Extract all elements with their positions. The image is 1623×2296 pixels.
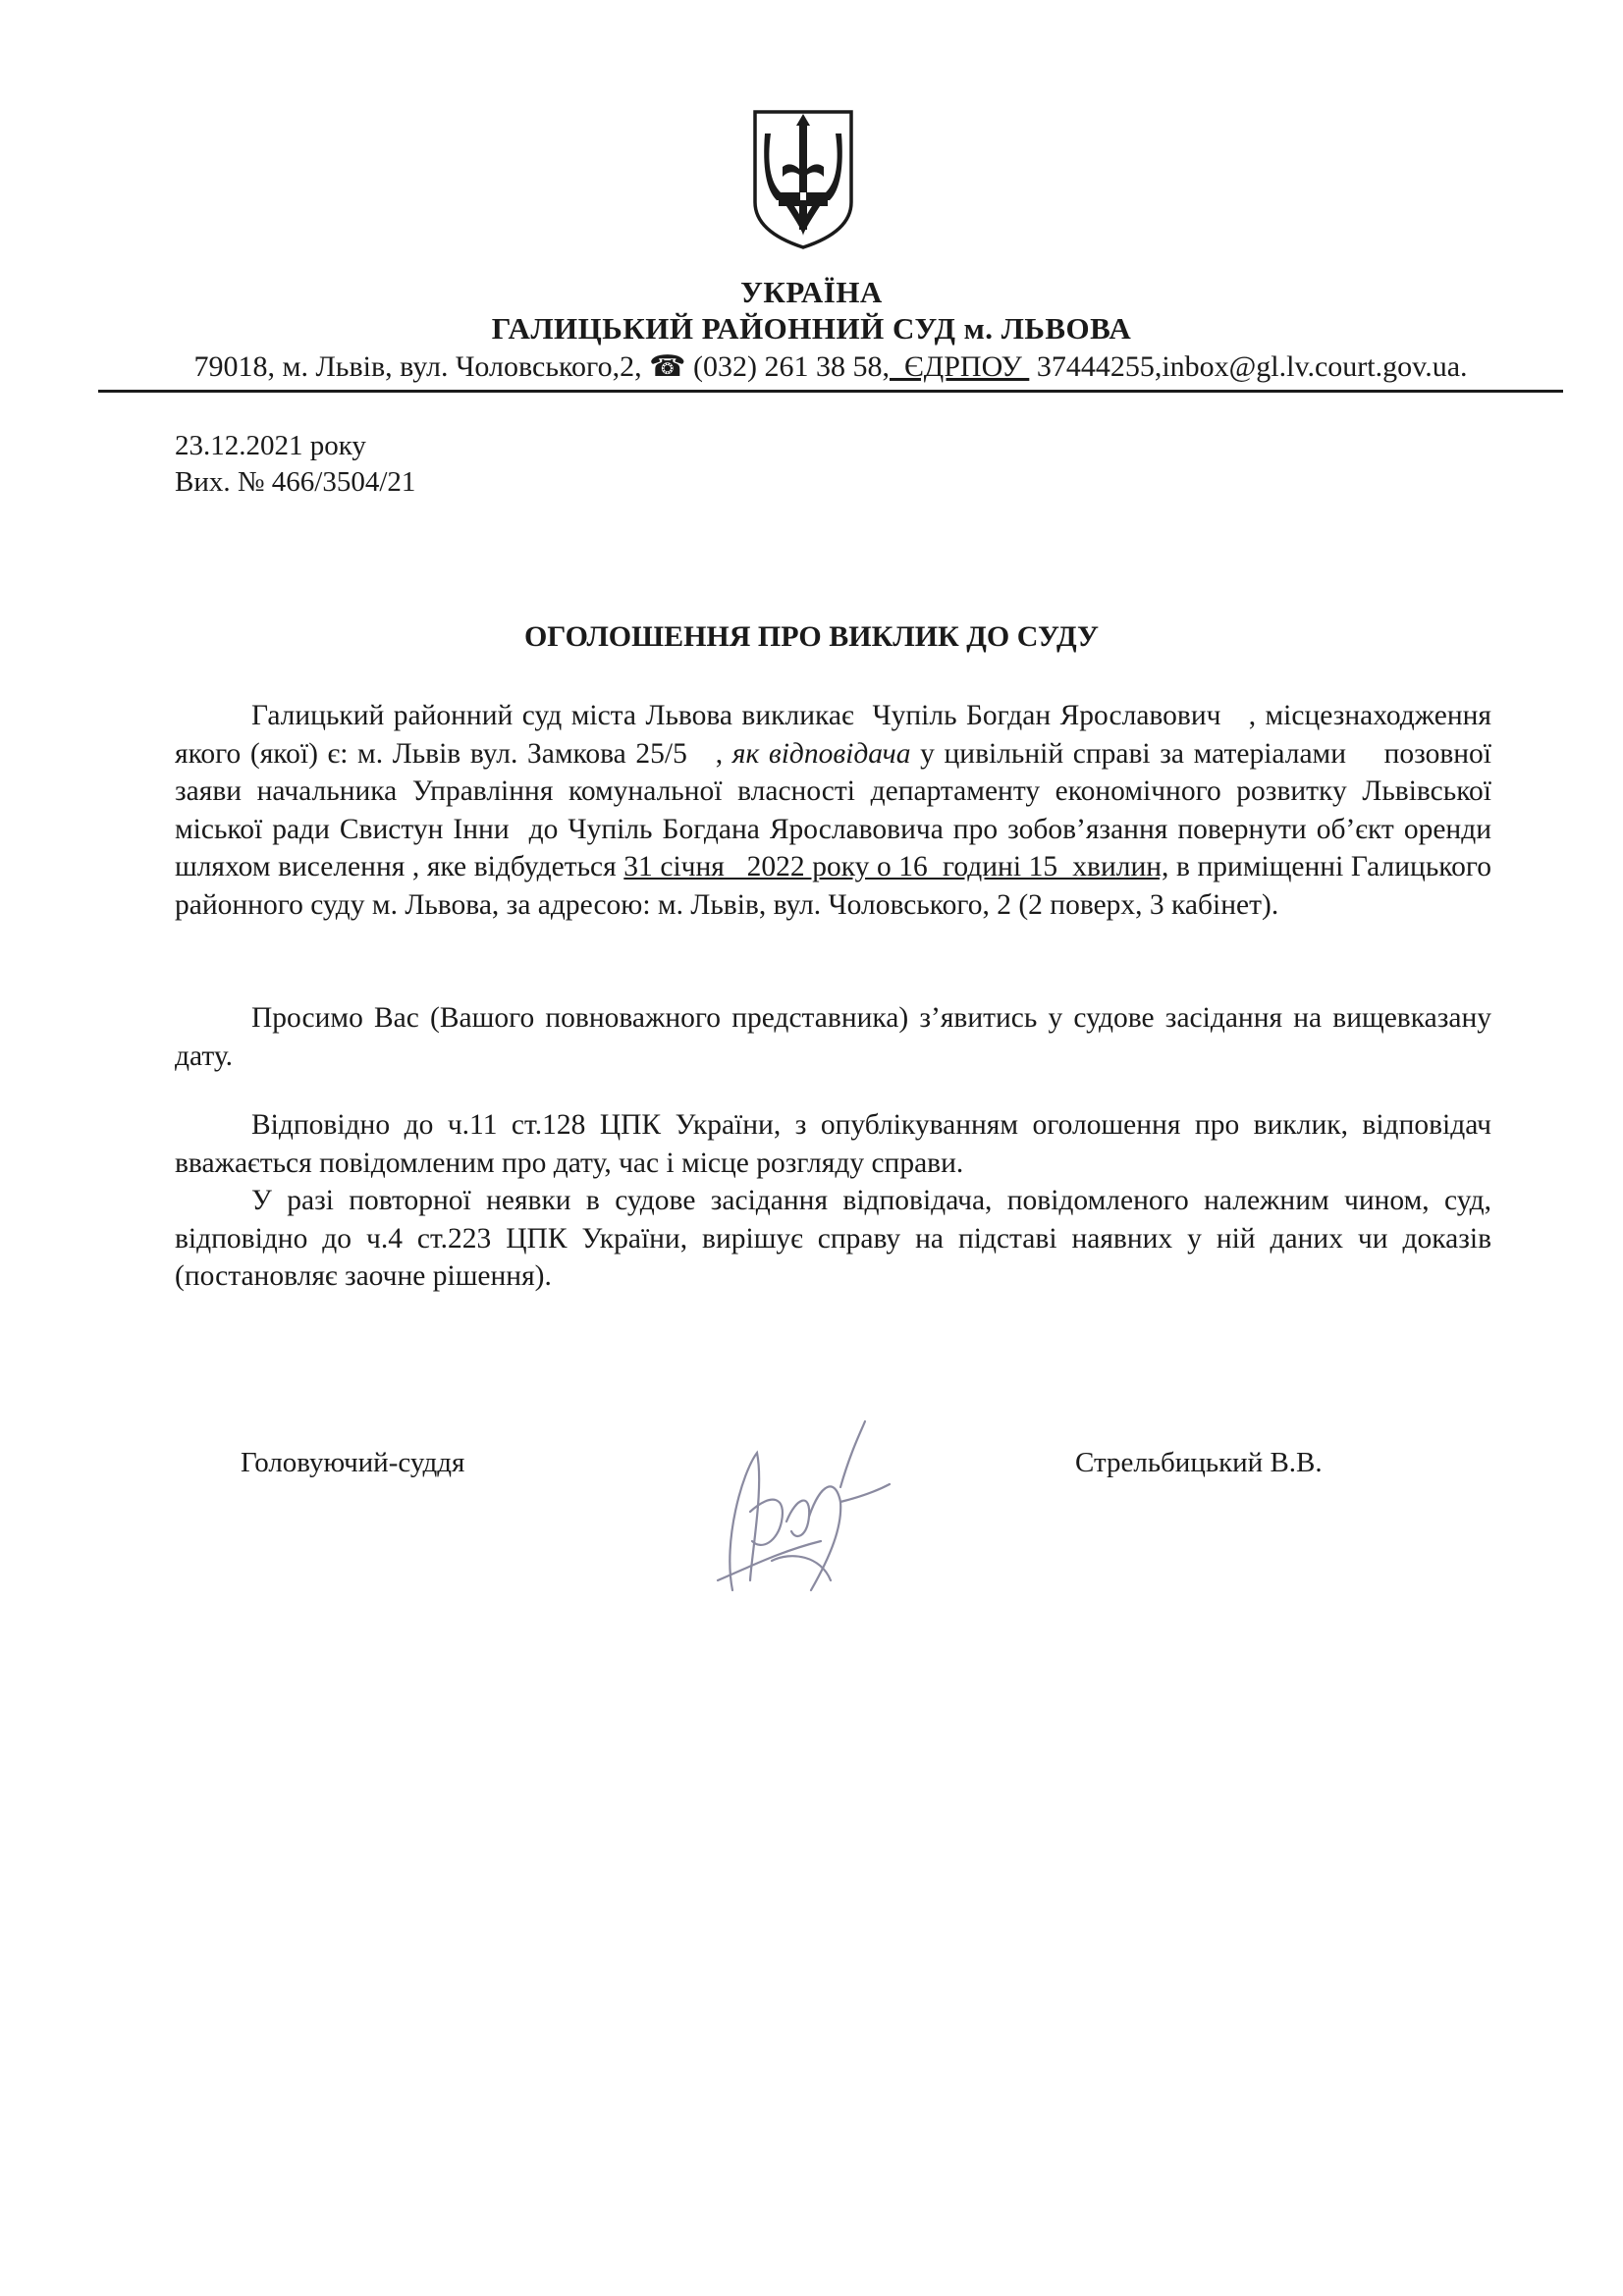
legal-basis-text: Відповідно до ч.11 ст.128 ЦПК України, з опублікуванням оголошення про виклик, відповідач вважається повідомленим про дату, час і місце розгляду справи. — [175, 1109, 1491, 1179]
summons-text-2: у цивільній справі за матеріалами позовної заяви начальника Управління комунальної власності департаменту економічного розвитку Львівської міської ради Свистун Інни до Чупіль Богдана Ярославовича про зобов’язання повернути об’єкт оренди шляхом виселення , яке відбудеться — [175, 737, 1499, 882]
country-name: УКРАЇНА — [740, 275, 883, 309]
request-text: Просимо Вас (Вашого повноважного представника) з’явитись у судове засідання на вищевказану дату. — [175, 1002, 1491, 1072]
hearing-datetime: 31 січня 2022 року о 16 годині 15 хвилин, — [623, 851, 1169, 882]
outgoing-number: Вих. № 466/3504/21 — [175, 466, 416, 498]
judge-position: Головуючий-суддя — [241, 1447, 465, 1478]
document-date: 23.12.2021 року — [175, 430, 366, 461]
handwritten-signature — [693, 1394, 909, 1610]
paragraph-summons — [175, 697, 1499, 924]
judge-name: Стрельбицький В.В. — [1075, 1447, 1323, 1478]
telephone-icon: ☎ — [649, 350, 686, 383]
summons-text-3: в приміщенні Галицького районного суду м. Львова, за адресою: м. Львів, вул. Чоловського, 2 (2 поверх, 3 кабінет). — [175, 851, 1491, 921]
court-phone: (032) 261 38 58, — [692, 350, 890, 383]
paragraph-request — [175, 999, 1491, 1075]
document-title: ОГОЛОШЕННЯ ПРО ВИКЛИК ДО СУДУ — [523, 620, 1100, 653]
edrpou-label: ЄДРПОУ — [889, 350, 1030, 383]
court-contact-line — [98, 349, 1563, 393]
default-judgment-text: У разі повторної неявки в судове засідання відповідача, повідомленого належним чином, суд, відповідно до ч.4 ст.223 ЦПК України, вирішує справу на підставі наявних у ній даних чи доказів (постановляє заочне рішення). — [175, 1185, 1491, 1292]
trident-coat-of-arms-icon — [749, 108, 857, 251]
summons-text-1: Галицький районний суд міста Львова викликає Чупіль Богдан Ярославович , місцезнаходження якого (якої) є: м. Львів вул. Замкова 25/5 , — [175, 700, 1499, 770]
paragraph-legal-basis — [175, 1106, 1491, 1296]
edrpou-email: 37444255,inbox@gl.lv.court.gov.ua. — [1029, 350, 1468, 383]
court-address: 79018, м. Львів, вул. Чоловського,2, — [193, 350, 642, 383]
court-name: ГАЛИЦЬКИЙ РАЙОННИЙ СУД м. ЛЬВОВА — [491, 311, 1132, 346]
defendant-role: як відповідача — [731, 737, 911, 770]
